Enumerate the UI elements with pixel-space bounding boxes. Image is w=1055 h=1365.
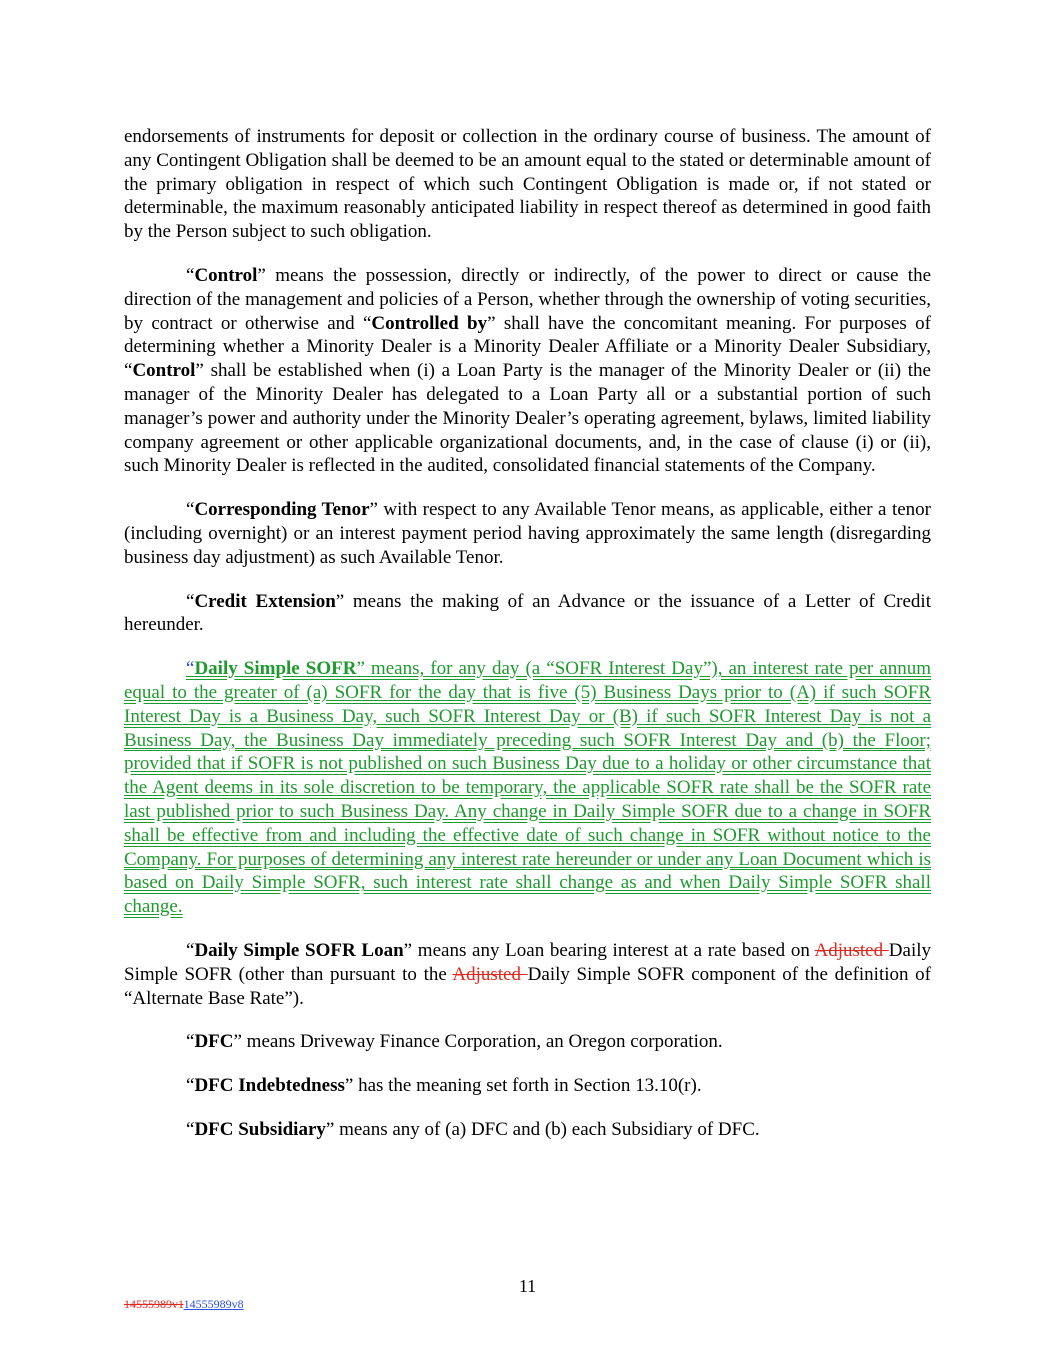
open-quote: “ — [186, 499, 195, 521]
open-quote: “ — [186, 1075, 195, 1097]
definition-text: ” means the making of an Advance or the issuance of a Letter of Credit hereunder. — [124, 590, 931, 636]
definition-daily-simple-sofr-inserted — [124, 657, 931, 919]
defined-term: Controlled by — [371, 312, 488, 334]
definition-dfc-subsidiary — [124, 1118, 931, 1142]
definition-text: ” means any of (a) DFC and (b) each Subsidiary of DFC. — [325, 1118, 760, 1140]
page-number: 11 — [518, 1276, 537, 1296]
defined-term: Credit Extension — [194, 590, 336, 612]
document-id-old: 14555989v1 — [124, 1297, 184, 1311]
defined-term: DFC Subsidiary — [194, 1118, 326, 1140]
defined-term: Control — [132, 360, 196, 382]
defined-term: DFC Indebtedness — [194, 1075, 345, 1097]
definition-text: ” with respect to any Available Tenor means, as applicable, either a tenor (including overnight) or an interest payment period having approximately the same length (disregarding business day adjustment) as such Available Tenor. — [124, 499, 931, 568]
definition-dfc — [124, 1030, 931, 1054]
open-quote: “ — [186, 1118, 195, 1140]
document-body — [124, 125, 931, 1162]
paragraph-contingent-obligation-continued: endorsements of instruments for deposit or collection in the ordinary course of business. The amount of any Contingent Obligation shall be deemed to be an amount equal to the stated or determinable amount of the primary obligation in respect of which such Contingent Obligation is made or, if not stated or determinable, the maximum reasonably anticipated liability in respect thereof as determined in good faith by the Person subject to such obligation. — [124, 126, 931, 243]
inserted-open-quote: “ — [186, 658, 195, 680]
definition-text: ” has the meaning set forth in Section 13.10(r). — [344, 1075, 702, 1097]
defined-term: Corresponding Tenor — [194, 499, 370, 521]
definition-text: Daily Simple SOFR (other than pursuant to the — [124, 939, 932, 985]
defined-term: Daily Simple SOFR Loan — [194, 939, 404, 961]
definition-text: ” shall be established when (i) a Loan Party is the manager of the Minority Dealer or (ii) the manager of the Minority Dealer has delegated to a Loan Party all or a substantial portion of such manager’s power and authority under the Minority Dealer’s operating agreement, bylaws, limited liability company agreement or other applicable organizational documents, and, in the case of clause (i) or (ii), such Minority Dealer is reflected in the audited, consolidated financial statements of the Company. — [124, 360, 931, 477]
definition-dfc-indebtedness — [124, 1074, 931, 1098]
open-quote: “ — [186, 590, 195, 612]
deleted-text: Adjusted — [452, 963, 528, 985]
document-id — [124, 1297, 244, 1312]
inserted-definition-text: ” means, for any day (a “SOFR Interest Day”), an interest rate per annum equal to the greater of (a) SOFR for the day that is five (5) Business Days prior to (A) if such SOFR Interest Day is a Business Day, such SOFR Interest Day or (B) if such SOFR Interest Day is not a Business Day, the Business Day immediately preceding such SOFR Interest Day and (b) the Floor; provided that if SOFR is not published on such Business Day due to a holiday or other circumstance that the Agent deems in its sole discretion to be temporary, the applicable SOFR rate shall be the SOFR rate last published prior to such Business Day. Any change in Daily Simple SOFR due to a change in SOFR shall be effective from and including the effective date of such change in SOFR without notice to the Company. For purposes of determining any interest rate hereunder or under any Loan Document which is based on Daily Simple SOFR, such interest rate shall change as and when Daily Simple SOFR shall change. — [124, 658, 932, 918]
defined-term: Control — [194, 264, 258, 286]
definition-credit-extension — [124, 590, 931, 638]
open-quote: “ — [186, 939, 195, 961]
definition-text: ” shall have the concomitant meaning. For purposes of determining whether a Minority Dealer is a Minority Dealer Affiliate or a Minority Dealer Subsidiary, “ — [124, 312, 931, 382]
open-quote: “ — [186, 264, 195, 286]
definition-text: ” means Driveway Finance Corporation, an Oregon corporation. — [233, 1031, 723, 1053]
defined-term-inserted: Daily Simple SOFR — [194, 658, 357, 680]
definition-daily-simple-sofr-loan — [124, 939, 931, 1010]
definition-control — [124, 264, 931, 478]
document-id-new: 14555989v8 — [183, 1297, 244, 1311]
open-quote: “ — [186, 1031, 195, 1053]
definition-text: Daily Simple SOFR component of the definition of “Alternate Base Rate”). — [124, 963, 931, 1009]
defined-term: DFC — [194, 1031, 234, 1053]
definition-text: ” means any Loan bearing interest at a rate based on — [403, 939, 815, 961]
deleted-text: Adjusted — [814, 939, 889, 961]
definition-text: ” means the possession, directly or indirectly, of the power to direct or cause the direction of the management and policies of a Person, whether through the ownership of voting securities, by contract or otherwise and “ — [124, 264, 931, 334]
definition-corresponding-tenor — [124, 498, 931, 569]
